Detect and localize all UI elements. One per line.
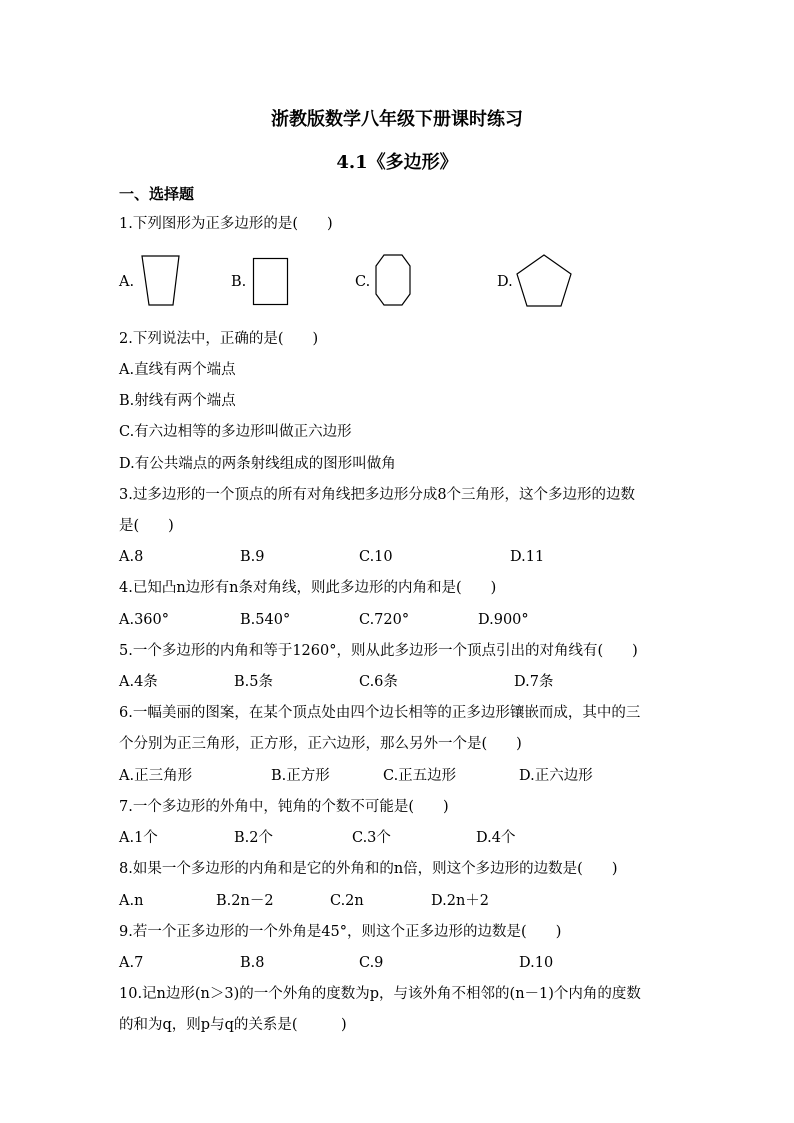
question-9-option-c: C.9 (359, 955, 384, 971)
question-5-option-d: D.7条 (514, 674, 554, 690)
question-1-option-b: B. (231, 274, 247, 290)
question-3-stem-line-2: 是( ) (119, 518, 174, 534)
question-9-option-d: D.10 (519, 955, 554, 971)
question-7-option-a: A.1个 (119, 830, 158, 846)
question-6-stem-line-2: 个分别为正三角形，正方形，正六边形，那么另外一个是( ) (119, 736, 522, 752)
question-2-stem: 2.下列说法中，正确的是( ) (119, 331, 319, 347)
question-6-option-c: C.正五边形 (383, 768, 457, 784)
page-subtitle: 4.1《多边形》 (336, 152, 458, 173)
question-10-stem-line-2: 的和为q，则p与q的关系是( ) (119, 1017, 347, 1033)
rectangle-figure (252, 257, 290, 307)
question-2-option-a: A.直线有两个端点 (119, 362, 236, 378)
irregular-octagon-figure (373, 252, 413, 308)
question-1-option-a: A. (119, 274, 135, 290)
question-2-option-d: D.有公共端点的两条射线组成的图形叫做角 (119, 456, 396, 472)
question-1-option-d: D. (497, 274, 513, 290)
question-2-option-b: B.射线有两个端点 (119, 393, 236, 409)
question-6-option-d: D.正六边形 (519, 768, 593, 784)
question-9-option-b: B.8 (240, 955, 265, 971)
question-6-option-b: B.正方形 (271, 768, 330, 784)
question-10-stem-line-1: 10.记n边形(n＞3)的一个外角的度数为p，与该外角不相邻的(n－1)个内角的度数 (119, 986, 641, 1002)
question-4-option-a: A.360° (119, 612, 170, 628)
trapezoid-figure (140, 254, 182, 308)
question-5-option-c: C.6条 (359, 674, 398, 690)
question-4-stem: 4.已知凸n边形有n条对角线，则此多边形的内角和是( ) (119, 580, 497, 596)
question-9-option-a: A.7 (119, 955, 144, 971)
question-5-option-a: A.4条 (119, 674, 158, 690)
question-9-stem: 9.若一个正多边形的一个外角是45°，则这个正多边形的边数是( ) (119, 924, 562, 940)
question-7-stem: 7.一个多边形的外角中，钝角的个数不可能是( ) (119, 799, 449, 815)
question-7-option-b: B.2个 (234, 830, 273, 846)
regular-pentagon-figure (513, 252, 575, 310)
page-title: 浙教版数学八年级下册课时练习 (271, 109, 523, 130)
question-4-option-d: D.900° (478, 612, 529, 628)
question-8-option-a: A.n (119, 893, 144, 909)
question-2-option-c: C.有六边相等的多边形叫做正六边形 (119, 424, 352, 440)
question-7-option-d: D.4个 (476, 830, 516, 846)
question-3-option-c: C.10 (359, 549, 393, 565)
section-heading: 一、选择题 (119, 185, 195, 203)
question-6-option-a: A.正三角形 (119, 768, 193, 784)
question-8-stem: 8.如果一个多边形的内角和是它的外角和的n倍，则这个多边形的边数是( ) (119, 861, 618, 877)
question-5-stem: 5.一个多边形的内角和等于1260°，则从此多边形一个顶点引出的对角线有( ) (119, 643, 638, 659)
question-8-option-c: C.2n (330, 893, 364, 909)
question-8-option-b: B.2n－2 (216, 893, 274, 909)
question-1-option-c: C. (355, 274, 371, 290)
question-5-option-b: B.5条 (234, 674, 273, 690)
question-6-stem-line-1: 6.一幅美丽的图案，在某个顶点处由四个边长相等的正多边形镶嵌而成，其中的三 (119, 705, 641, 721)
question-3-option-d: D.11 (510, 549, 545, 565)
question-3-option-b: B.9 (240, 549, 265, 565)
question-7-option-c: C.3个 (352, 830, 391, 846)
question-3-option-a: A.8 (119, 549, 144, 565)
question-3-stem-line-1: 3.过多边形的一个顶点的所有对角线把多边形分成8个三角形，这个多边形的边数 (119, 487, 636, 503)
question-4-option-c: C.720° (359, 612, 410, 628)
question-1-stem: 1.下列图形为正多边形的是( ) (119, 216, 333, 232)
question-8-option-d: D.2n＋2 (431, 893, 490, 909)
question-4-option-b: B.540° (240, 612, 291, 628)
